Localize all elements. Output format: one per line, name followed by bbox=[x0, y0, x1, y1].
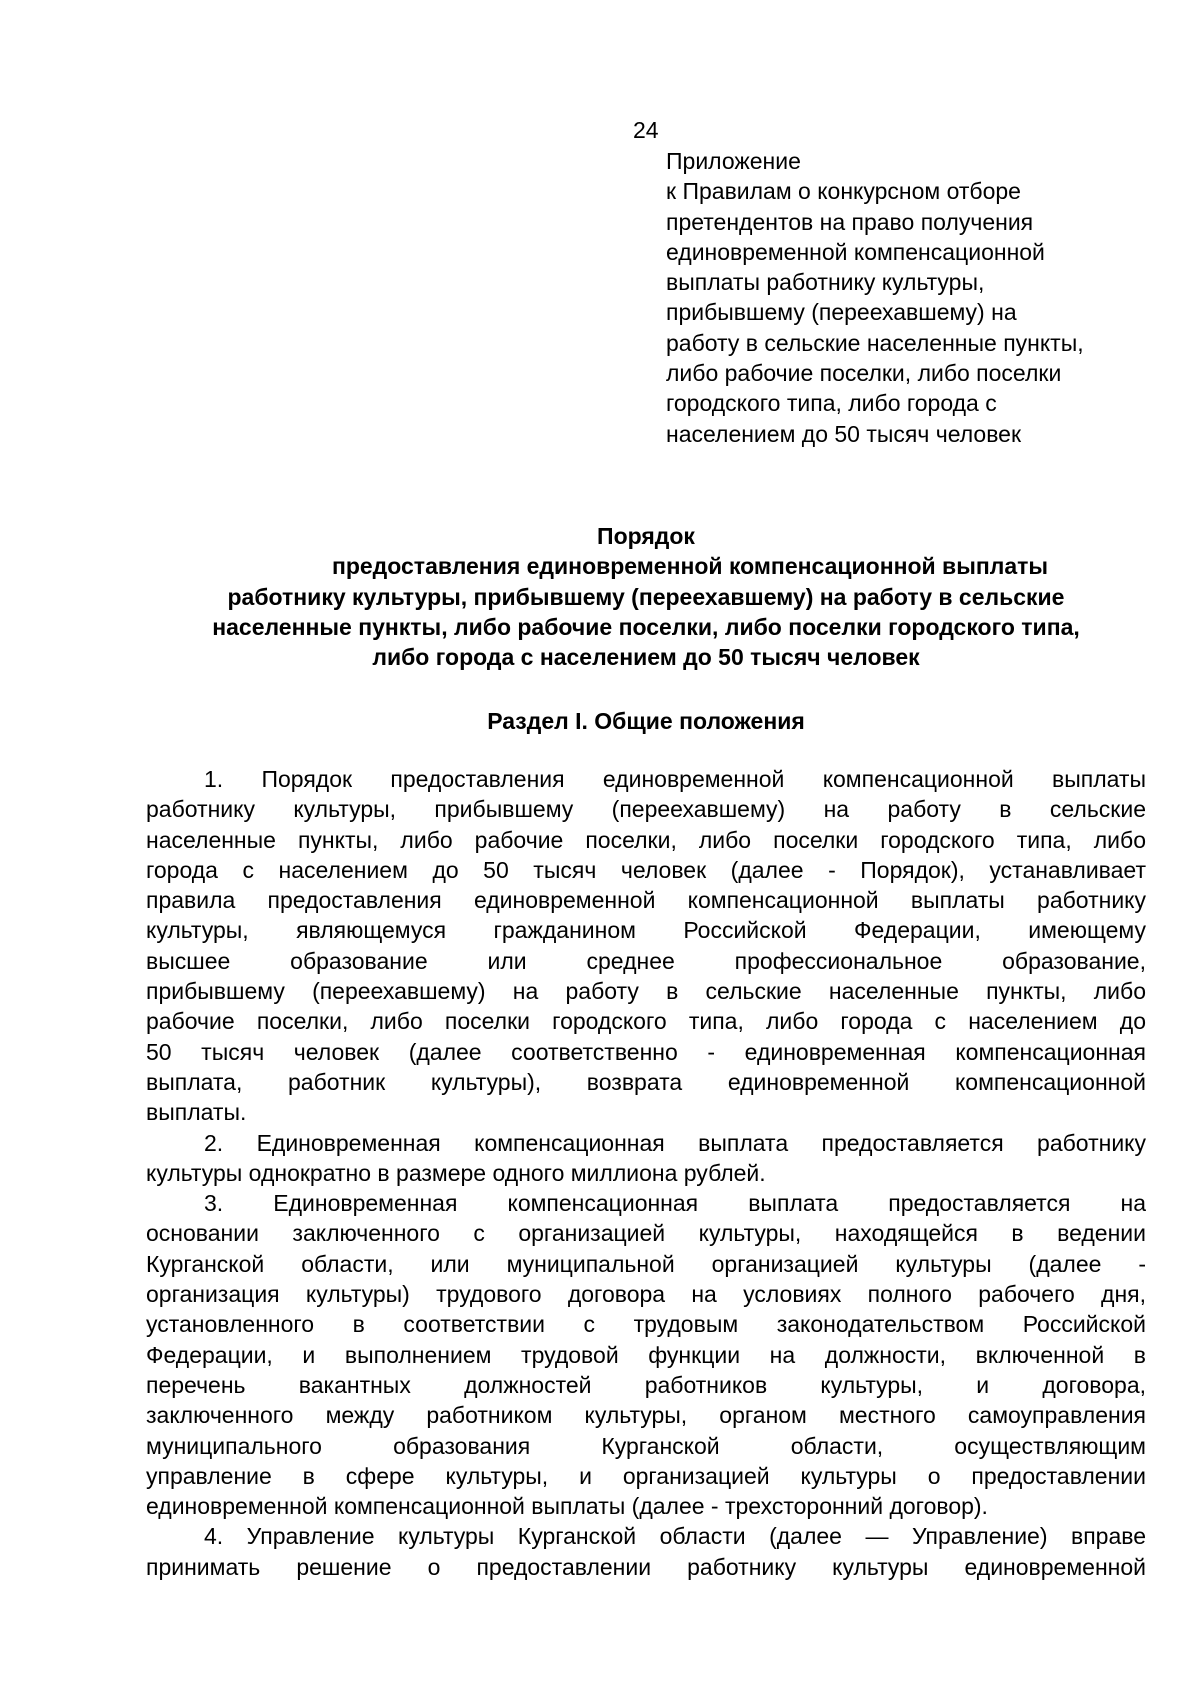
paragraph-line: выплата, работник культуры), возврата единовременной компенсационной bbox=[146, 1068, 1146, 1095]
title-line: либо города с населением до 50 тысяч человек bbox=[372, 644, 920, 671]
paragraph-line: управление в сфере культуры, и организацией культуры о предоставлении bbox=[146, 1462, 1146, 1489]
paragraph-line: 4. Управление культуры Курганской области (далее — Управление) вправе bbox=[204, 1523, 1146, 1550]
document-body bbox=[146, 764, 1146, 1582]
paragraph-line: Курганской области, или муниципальной организацией культуры (далее - bbox=[146, 1250, 1146, 1277]
paragraph-line: 50 тысяч человек (далее соответственно - единовременная компенсационная bbox=[146, 1038, 1146, 1065]
paragraph-line: правила предоставления единовременной компенсационной выплаты работнику bbox=[146, 887, 1146, 914]
appendix-line: единовременной компенсационной bbox=[666, 238, 1045, 265]
paragraph-line: установленного в соответствии с трудовым законодательством Российской bbox=[146, 1311, 1146, 1338]
section-heading: Раздел I. Общие положения bbox=[487, 708, 805, 734]
paragraph-line: выплаты. bbox=[146, 1099, 247, 1126]
paragraph-line: перечень вакантных должностей работников культуры, и договора, bbox=[146, 1371, 1146, 1398]
paragraph-line: принимать решение о предоставлении работнику культуры единовременной bbox=[146, 1553, 1146, 1580]
appendix-line: либо рабочие поселки, либо поселки bbox=[666, 360, 1062, 387]
paragraph-line: единовременной компенсационной выплаты (далее - трехсторонний договор). bbox=[146, 1493, 988, 1520]
title-line: населенные пункты, либо рабочие поселки, либо поселки городского типа, bbox=[212, 613, 1080, 640]
paragraph-4 bbox=[146, 1521, 1146, 1582]
page-number: 24 bbox=[633, 117, 659, 143]
paragraph-1 bbox=[146, 764, 1146, 1128]
paragraph-line: муниципального образования Курганской области, осуществляющим bbox=[146, 1432, 1146, 1459]
paragraph-line: работнику культуры, прибывшему (переехавшему) на работу в сельские bbox=[146, 796, 1146, 823]
appendix-line: городского типа, либо города с bbox=[666, 390, 997, 417]
appendix-line: Приложение bbox=[666, 148, 801, 174]
paragraph-line: населенные пункты, либо рабочие поселки, либо поселки городского типа, либо bbox=[146, 826, 1146, 853]
paragraph-line: организация культуры) трудового договора на условиях полного рабочего дня, bbox=[146, 1281, 1146, 1308]
paragraph-line: Федерации, и выполнением трудовой функции на должности, включенной в bbox=[146, 1341, 1146, 1368]
appendix-note bbox=[666, 146, 1146, 449]
paragraph-2 bbox=[146, 1128, 1146, 1189]
paragraph-line: культуры, являющемуся гражданином Российской Федерации, имеющему bbox=[146, 917, 1146, 944]
paragraph-line: рабочие поселки, либо поселки городского типа, либо города с населением до bbox=[146, 1008, 1146, 1035]
paragraph-line: прибывшему (переехавшему) на работу в сельские населенные пункты, либо bbox=[146, 978, 1146, 1005]
appendix-line: населением до 50 тысяч человек bbox=[666, 420, 1022, 447]
title-line: предоставления единовременной компенсационной выплаты bbox=[331, 553, 1049, 580]
paragraph-line: 2. Единовременная компенсационная выплата предоставляется работнику bbox=[204, 1129, 1146, 1156]
paragraph-line: заключенного между работником культуры, органом местного самоуправления bbox=[146, 1402, 1146, 1429]
paragraph-line: 1. Порядок предоставления единовременной компенсационной выплаты bbox=[204, 766, 1146, 792]
appendix-line: к Правилам о конкурсном отборе bbox=[666, 178, 1021, 205]
paragraph-line: города с населением до 50 тысяч человек (далее - Порядок), устанавливает bbox=[146, 856, 1146, 883]
appendix-line: выплаты работнику культуры, bbox=[666, 269, 985, 296]
paragraph-line: 3. Единовременная компенсационная выплата предоставляется на bbox=[204, 1190, 1146, 1217]
document-title bbox=[146, 521, 1146, 672]
appendix-line: претендентов на право получения bbox=[666, 208, 1034, 235]
title-line: Порядок bbox=[597, 523, 695, 549]
paragraph-line: высшее образование или среднее профессиональное образование, bbox=[146, 947, 1146, 974]
appendix-line: прибывшему (переехавшему) на bbox=[666, 299, 1017, 326]
paragraph-3 bbox=[146, 1188, 1146, 1521]
title-line: работнику культуры, прибывшему (переехавшему) на работу в сельские bbox=[227, 583, 1065, 610]
paragraph-line: культуры однократно в размере одного миллиона рублей. bbox=[146, 1159, 766, 1186]
appendix-line: работу в сельские населенные пункты, bbox=[666, 329, 1084, 356]
paragraph-line: основании заключенного с организацией культуры, находящейся в ведении bbox=[146, 1220, 1146, 1247]
